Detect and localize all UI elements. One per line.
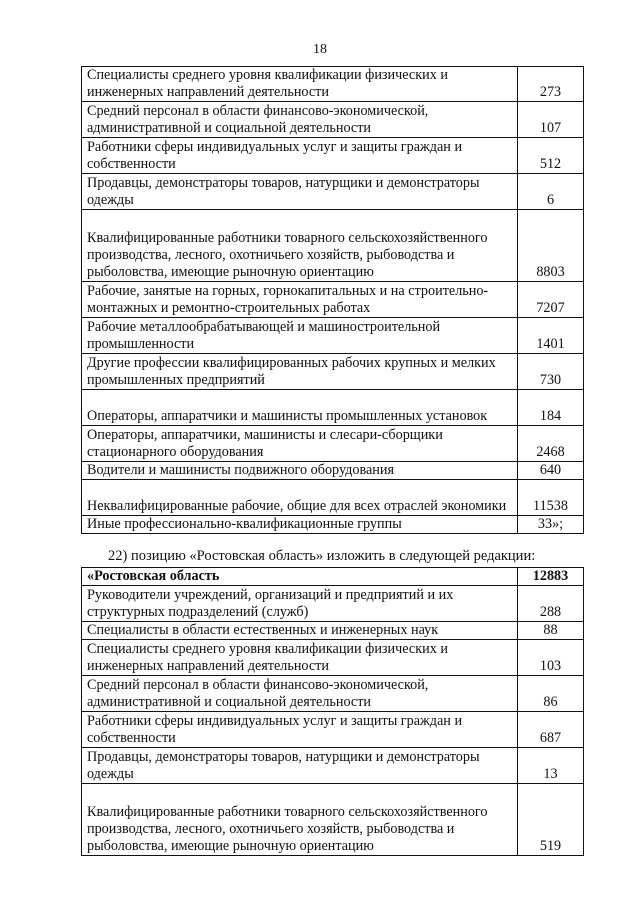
row-value: 1401 xyxy=(518,318,584,354)
row-value: 2468 xyxy=(518,426,584,462)
row-value: 8803 xyxy=(518,210,584,282)
row-label: Работники сферы индивидуальных услуг и защиты граждан и собственности xyxy=(82,712,518,748)
table-row xyxy=(82,102,584,138)
row-label: Рабочие, занятые на горных, горнокапитальных и на строительно-монтажных и ремонтно-строительных работах xyxy=(82,282,518,318)
table-row xyxy=(82,138,584,174)
row-value: 687 xyxy=(518,712,584,748)
table-row xyxy=(82,480,584,516)
row-value: 184 xyxy=(518,390,584,426)
row-label: Работники сферы индивидуальных услуг и защиты граждан и собственности xyxy=(82,138,518,174)
row-label: Руководители учреждений, организаций и предприятий и их структурных подразделений (служб) xyxy=(82,586,518,622)
region-header-row xyxy=(82,568,584,586)
row-value: 86 xyxy=(518,676,584,712)
row-value: 107 xyxy=(518,102,584,138)
row-value: 103 xyxy=(518,640,584,676)
row-label: Операторы, аппаратчики, машинисты и слесари-сборщики стационарного оборудования xyxy=(82,426,518,462)
row-label: Неквалифицированные рабочие, общие для всех отраслей экономики xyxy=(82,480,518,516)
table-row xyxy=(82,174,584,210)
region-total: 12883 xyxy=(518,568,584,586)
table-row xyxy=(82,712,584,748)
table-row xyxy=(82,516,584,534)
row-value: 6 xyxy=(518,174,584,210)
row-label: Специалисты среднего уровня квалификации физических и инженерных направлений деятельности xyxy=(82,640,518,676)
row-label: Продавцы, демонстраторы товаров, натурщики и демонстраторы одежды xyxy=(82,174,518,210)
row-label: Другие профессии квалифицированных рабочих крупных и мелких промышленных предприятий xyxy=(82,354,518,390)
row-value: 7207 xyxy=(518,282,584,318)
table-row xyxy=(82,640,584,676)
table-row xyxy=(82,354,584,390)
row-label: Иные профессионально-квалификационные группы xyxy=(82,516,518,534)
table-row xyxy=(82,462,584,480)
row-value: 11538 xyxy=(518,480,584,516)
row-label: Операторы, аппаратчики и машинисты промышленных установок xyxy=(82,390,518,426)
table-row xyxy=(82,318,584,354)
page-number: 18 xyxy=(313,42,327,57)
row-label: Специалисты среднего уровня квалификации физических и инженерных направлений деятельности xyxy=(82,67,518,102)
rostov-region-table xyxy=(81,567,584,856)
occupation-table-continued xyxy=(81,66,584,534)
row-label: Квалифицированные работники товарного сельскохозяйственного производства, лесного, охотничьего хозяйств, рыбоводства и рыболовства, имеющие рыночную ориентацию xyxy=(82,210,518,282)
row-label: Квалифицированные работники товарного сельскохозяйственного производства, лесного, охотничьего хозяйств, рыбоводства и рыболовства, имеющие рыночную ориентацию xyxy=(82,784,518,856)
amendment-intro-text: 22) позицию «Ростовская область» изложить в следующей редакции: xyxy=(108,548,536,564)
row-value: 273 xyxy=(518,67,584,102)
region-name: «Ростовская область xyxy=(82,568,518,586)
row-label: Рабочие металлообрабатывающей и машиностроительной промышленности xyxy=(82,318,518,354)
table-row xyxy=(82,784,584,856)
table-row xyxy=(82,676,584,712)
row-value: 512 xyxy=(518,138,584,174)
table-row xyxy=(82,282,584,318)
table-row xyxy=(82,390,584,426)
table-row xyxy=(82,426,584,462)
row-label: Средний персонал в области финансово-экономической, административной и социальной деятельности xyxy=(82,102,518,138)
row-value: 33»; xyxy=(518,516,584,534)
table-row xyxy=(82,67,584,102)
row-label: Водители и машинисты подвижного оборудования xyxy=(82,462,518,480)
table-row xyxy=(82,586,584,622)
row-label: Средний персонал в области финансово-экономической, административной и социальной деятельности xyxy=(82,676,518,712)
row-value: 13 xyxy=(518,748,584,784)
row-value: 640 xyxy=(518,462,584,480)
row-value: 730 xyxy=(518,354,584,390)
row-label: Специалисты в области естественных и инженерных наук xyxy=(82,622,518,640)
row-label: Продавцы, демонстраторы товаров, натурщики и демонстраторы одежды xyxy=(82,748,518,784)
row-value: 288 xyxy=(518,586,584,622)
table-row xyxy=(82,748,584,784)
table-row xyxy=(82,210,584,282)
table-row xyxy=(82,622,584,640)
row-value: 519 xyxy=(518,784,584,856)
row-value: 88 xyxy=(518,622,584,640)
